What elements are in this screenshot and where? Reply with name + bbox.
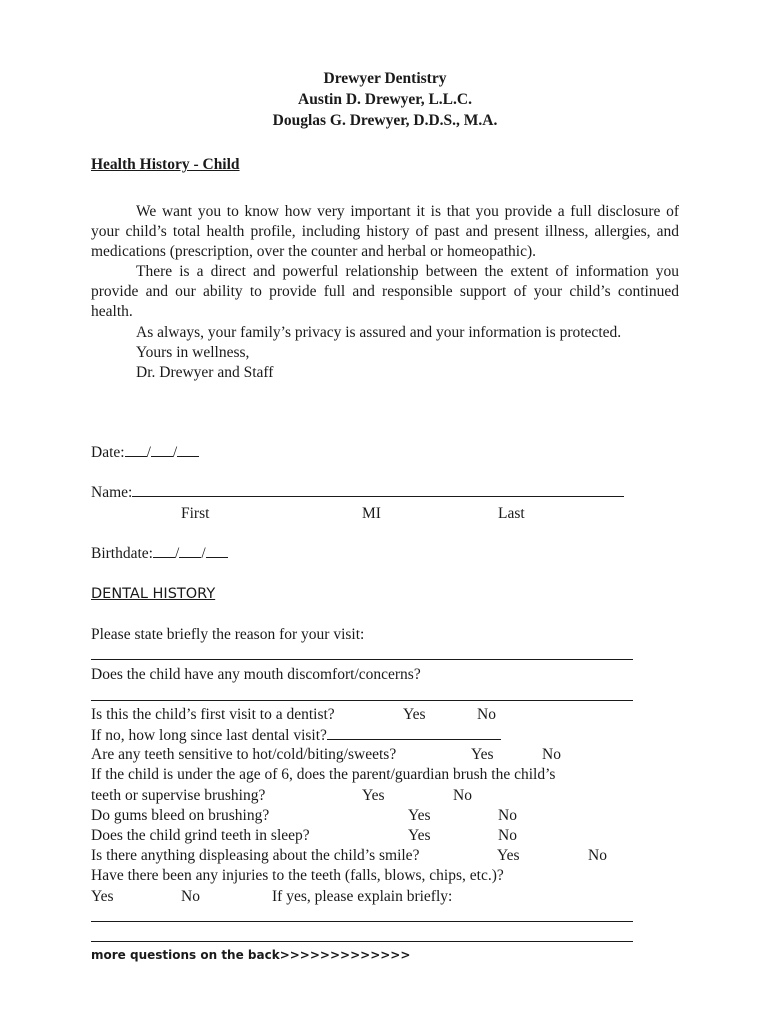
signature-text: Dr. Drewyer and Staff — [136, 363, 274, 381]
name-first-label: First — [181, 505, 210, 522]
how-long-label: If no, how long since last dental visit? — [91, 727, 327, 744]
doctor-name-1: Austin D. Drewyer, L.L.C. — [298, 91, 472, 108]
bleed-no-option[interactable]: No — [498, 807, 517, 824]
date-label: Date: — [91, 444, 125, 461]
closing-text: Yours in wellness, — [136, 343, 250, 361]
question-bleed: Do gums bleed on brushing? — [91, 807, 270, 824]
smile-yes-option[interactable]: Yes — [497, 847, 520, 864]
question-brushing-line-1: If the child is under the age of 6, does the parent/guardian brush the child’s — [91, 766, 556, 783]
more-questions-note: more questions on the back>>>>>>>>>>>>> — [91, 948, 411, 962]
birthdate-label: Birthdate: — [91, 545, 153, 562]
name-label: Name: — [91, 484, 133, 501]
doctor-name-2: Douglas G. Drewyer, D.D.S., M.A. — [272, 112, 498, 129]
date-field[interactable]: Date: / / — [91, 443, 199, 462]
first-visit-no-option[interactable]: No — [477, 706, 496, 723]
bleed-yes-option[interactable]: Yes — [408, 807, 431, 824]
dental-history-heading: DENTAL HISTORY — [91, 586, 216, 602]
answer-line-reason[interactable] — [91, 659, 633, 660]
answer-line-injuries-1[interactable] — [91, 921, 633, 922]
intro-paragraph-3: As always, your family’s privacy is assured and your information is protected. — [136, 323, 622, 341]
question-brushing-line-2: teeth or supervise brushing? — [91, 787, 266, 804]
question-smile: Is there anything displeasing about the child’s smile? — [91, 847, 420, 864]
first-visit-yes-option[interactable]: Yes — [403, 706, 426, 723]
grind-no-option[interactable]: No — [498, 827, 517, 844]
form-title: Health History - Child — [91, 156, 240, 173]
question-reason: Please state briefly the reason for your visit: — [91, 626, 365, 643]
question-first-visit: Is this the child’s first visit to a dentist? — [91, 706, 335, 723]
intro-letter — [91, 202, 679, 383]
answer-line-injuries-2[interactable] — [91, 941, 633, 942]
question-sensitive: Are any teeth sensitive to hot/cold/biting/sweets? — [91, 746, 397, 763]
name-last-label: Last — [498, 505, 525, 522]
how-long-answer-line[interactable] — [327, 726, 501, 740]
birthdate-field[interactable]: Birthdate: / / — [91, 544, 228, 563]
question-how-long — [91, 726, 501, 745]
question-discomfort: Does the child have any mouth discomfort/concerns? — [91, 666, 421, 683]
smile-no-option[interactable]: No — [588, 847, 607, 864]
sensitive-no-option[interactable]: No — [542, 746, 561, 763]
name-field[interactable] — [91, 483, 624, 502]
name-mi-label: MI — [362, 505, 381, 522]
grind-yes-option[interactable]: Yes — [408, 827, 431, 844]
brushing-yes-option[interactable]: Yes — [362, 787, 385, 804]
intro-paragraph-1: We want you to know how very important it is that you provide a full disclosure of your child’s total health profile, including history of past and present illness, allergies, and medications (prescription, over the counter and herbal or homeopathic). — [91, 203, 679, 261]
question-grind: Does the child grind teeth in sleep? — [91, 827, 310, 844]
injuries-yes-option[interactable]: Yes — [91, 888, 114, 905]
answer-line-discomfort[interactable] — [91, 700, 633, 701]
question-injuries: Have there been any injuries to the teeth (falls, blows, chips, etc.)? — [91, 867, 504, 884]
brushing-no-option[interactable]: No — [453, 787, 472, 804]
injuries-no-option[interactable]: No — [181, 888, 200, 905]
intro-paragraph-2: There is a direct and powerful relationship between the extent of information you provide and our ability to provide full and responsible support of your child’s continued health. — [91, 263, 679, 321]
practice-name: Drewyer Dentistry — [323, 70, 447, 87]
injuries-explain-label: If yes, please explain briefly: — [272, 888, 453, 905]
sensitive-yes-option[interactable]: Yes — [471, 746, 494, 763]
